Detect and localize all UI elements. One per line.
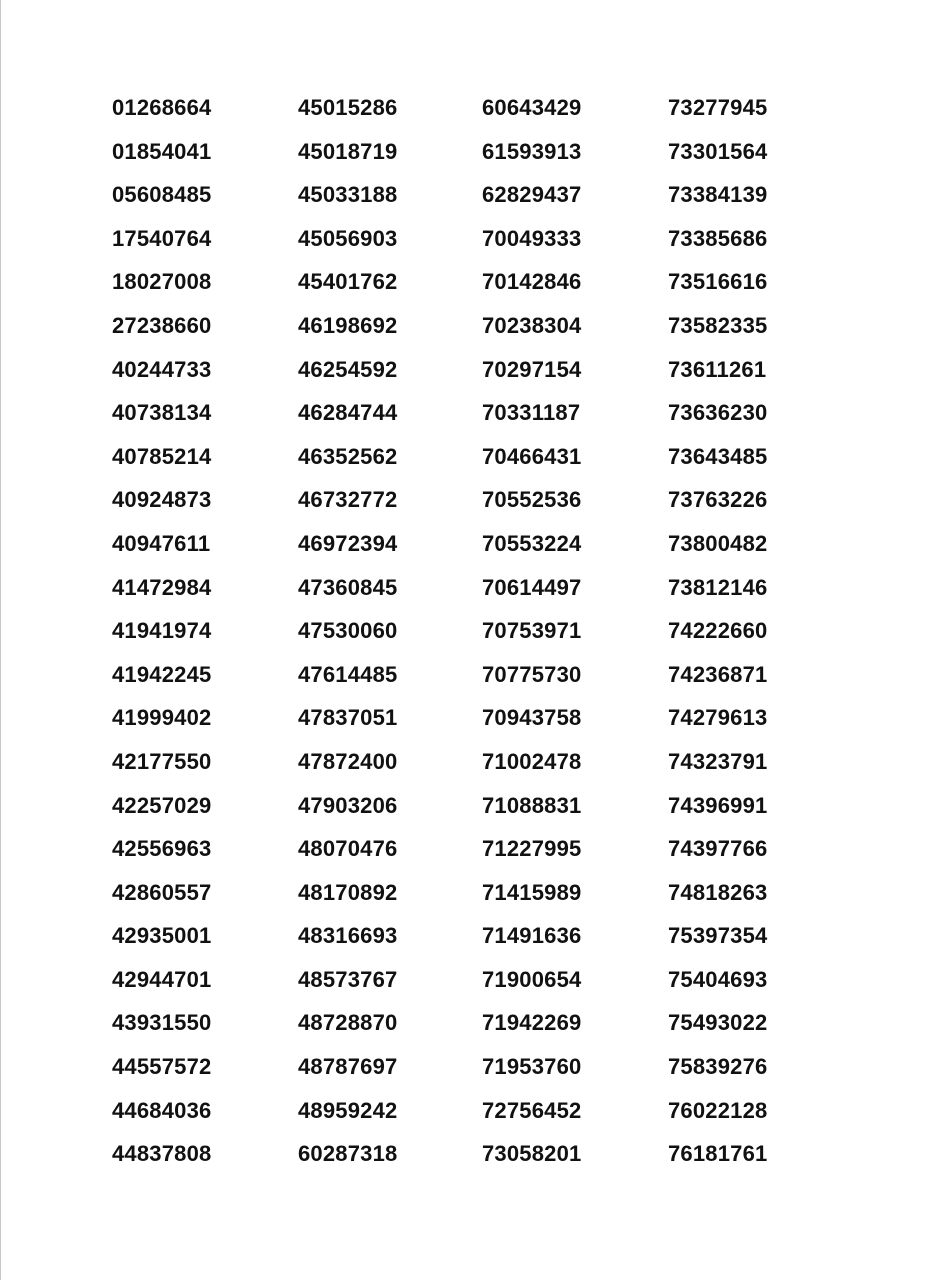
number-entry: 73643485 [668,443,768,469]
number-entry: 48728870 [298,1010,398,1036]
number-entry: 42935001 [112,923,212,949]
number-entry: 01268664 [112,95,212,120]
number-entry: 70553224 [482,530,582,556]
number-entry: 76022128 [668,1097,768,1123]
number-entry: 70775730 [482,661,582,687]
number-entry: 74397766 [668,836,768,862]
number-entry: 47614485 [298,661,398,687]
number-entry: 73277945 [668,95,768,120]
number-entry: 48070476 [298,836,398,862]
number-entry: 74323791 [668,748,768,774]
number-entry: 71953760 [482,1054,582,1080]
number-entry: 73763226 [668,487,768,513]
number-entry: 75397354 [668,923,768,949]
number-entry: 40785214 [112,443,212,469]
number-entry: 75404693 [668,966,768,992]
number-row [1,173,928,217]
number-entry: 47530060 [298,618,398,644]
number-row [1,784,928,828]
number-entry: 71415989 [482,879,582,905]
number-row [1,348,928,392]
number-entry: 73582335 [668,312,768,338]
number-row [1,391,928,435]
number-entry: 71088831 [482,792,582,818]
number-row [1,478,928,522]
number-entry: 46284744 [298,400,398,426]
number-entry: 41942245 [112,661,212,687]
number-list [1,86,928,1176]
number-entry: 40738134 [112,400,212,426]
number-entry: 70297154 [482,356,582,382]
number-entry: 17540764 [112,225,212,251]
number-entry: 45018719 [298,138,398,164]
number-entry: 44684036 [112,1097,212,1123]
number-entry: 74222660 [668,618,768,644]
number-row [1,260,928,304]
number-entry: 70238304 [482,312,582,338]
number-row [1,696,928,740]
number-entry: 73516616 [668,269,768,295]
number-entry: 61593913 [482,138,582,164]
number-entry: 71491636 [482,923,582,949]
number-row [1,740,928,784]
number-entry: 44557572 [112,1054,212,1080]
number-entry: 46198692 [298,312,398,338]
number-entry: 47360845 [298,574,398,600]
number-entry: 72756452 [482,1097,582,1123]
number-entry: 74279613 [668,705,768,731]
number-entry: 62829437 [482,182,582,208]
number-entry: 47837051 [298,705,398,731]
number-entry: 48316693 [298,923,398,949]
number-entry: 70943758 [482,705,582,731]
number-entry: 41472984 [112,574,212,600]
number-entry: 46352562 [298,443,398,469]
number-entry: 75493022 [668,1010,768,1036]
number-entry: 45056903 [298,225,398,251]
number-entry: 73058201 [482,1141,582,1167]
number-row [1,522,928,566]
number-entry: 73384139 [668,182,768,208]
number-entry: 27238660 [112,312,212,338]
number-row [1,1132,928,1176]
number-entry: 70614497 [482,574,582,600]
number-row [1,217,928,261]
number-entry: 71942269 [482,1010,582,1036]
number-entry: 48787697 [298,1054,398,1080]
number-row [1,653,928,697]
number-entry: 71227995 [482,836,582,862]
number-entry: 70552536 [482,487,582,513]
number-entry: 70142846 [482,269,582,295]
number-entry: 70049333 [482,225,582,251]
number-entry: 45033188 [298,182,398,208]
number-entry: 42944701 [112,966,212,992]
number-entry: 73385686 [668,225,768,251]
number-entry: 40947611 [112,530,211,556]
number-entry: 70466431 [482,443,582,469]
number-entry: 71900654 [482,966,582,992]
number-entry: 74396991 [668,792,768,818]
number-entry: 48573767 [298,966,398,992]
number-entry: 42257029 [112,792,212,818]
number-entry: 73800482 [668,530,768,556]
number-row [1,609,928,653]
number-entry: 75839276 [668,1054,768,1080]
number-entry: 70753971 [482,618,582,644]
number-row [1,304,928,348]
number-entry: 73611261 [668,356,767,382]
number-entry: 73636230 [668,400,768,426]
number-entry: 41941974 [112,618,212,644]
number-entry: 60287318 [298,1141,398,1167]
number-entry: 45401762 [298,269,398,295]
number-row [1,130,928,174]
number-row [1,871,928,915]
number-entry: 74236871 [668,661,768,687]
number-row [1,435,928,479]
number-entry: 05608485 [112,182,212,208]
number-entry: 01854041 [112,138,212,164]
number-entry: 74818263 [668,879,768,905]
number-entry: 42556963 [112,836,212,862]
number-entry: 40924873 [112,487,212,513]
number-row [1,1045,928,1089]
number-entry: 41999402 [112,705,212,731]
number-entry: 18027008 [112,269,212,295]
number-row [1,1001,928,1045]
number-entry: 47903206 [298,792,398,818]
number-row [1,1089,928,1133]
number-entry: 70331187 [482,400,581,426]
number-row [1,827,928,871]
number-row [1,914,928,958]
number-row [1,86,928,130]
number-entry: 44837808 [112,1141,212,1167]
number-entry: 43931550 [112,1010,212,1036]
number-entry: 73301564 [668,138,768,164]
number-row [1,566,928,610]
number-entry: 48170892 [298,879,398,905]
number-entry: 71002478 [482,748,582,774]
number-entry: 46732772 [298,487,398,513]
number-entry: 40244733 [112,356,212,382]
number-row [1,958,928,1002]
number-entry: 47872400 [298,748,398,774]
number-entry: 46254592 [298,356,398,382]
number-entry: 48959242 [298,1097,398,1123]
number-entry: 42860557 [112,879,212,905]
number-entry: 45015286 [298,95,398,120]
number-entry: 60643429 [482,95,582,120]
number-entry: 42177550 [112,748,212,774]
number-entry: 76181761 [668,1141,768,1167]
number-entry: 46972394 [298,530,398,556]
number-entry: 73812146 [668,574,768,600]
